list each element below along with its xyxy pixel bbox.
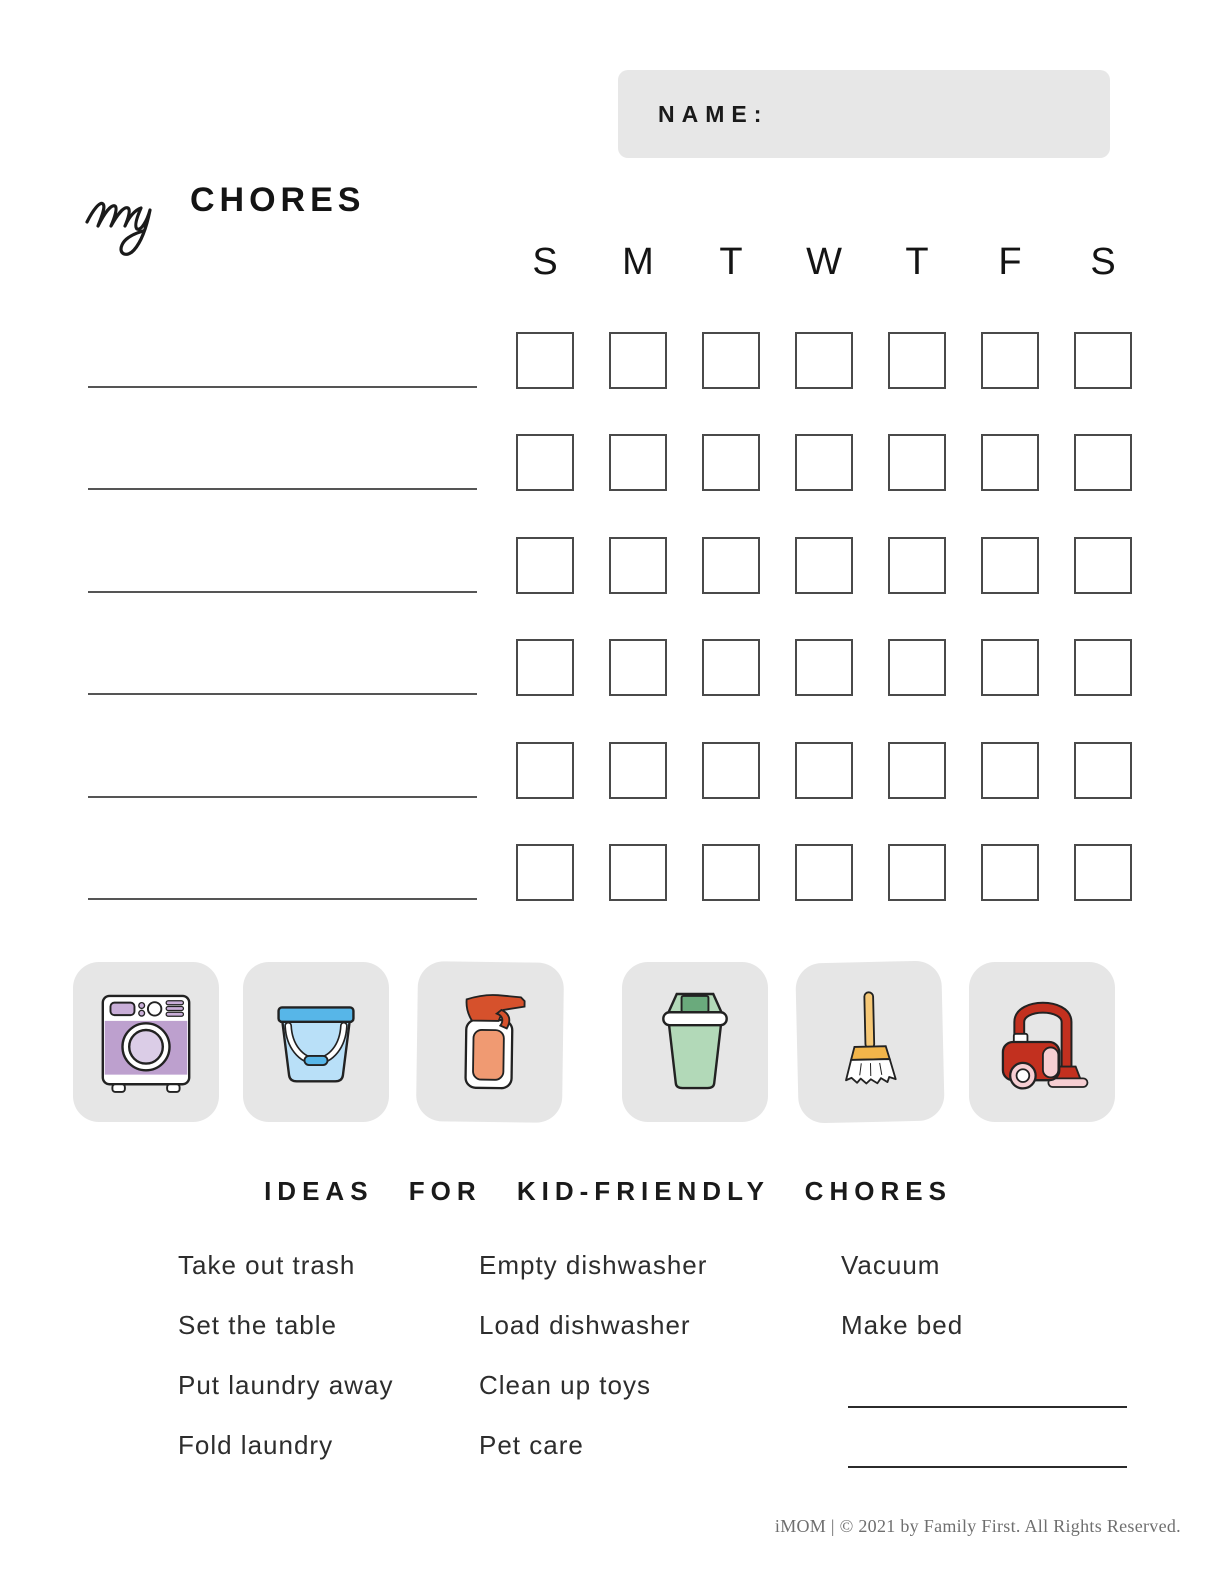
day-checkbox[interactable] bbox=[981, 537, 1039, 594]
day-checkbox[interactable] bbox=[516, 434, 574, 491]
day-checkbox[interactable] bbox=[1074, 639, 1132, 696]
day-label: M bbox=[622, 241, 654, 283]
checkbox-row bbox=[516, 844, 1132, 901]
day-checkbox[interactable] bbox=[516, 742, 574, 799]
broom-tile bbox=[795, 960, 945, 1123]
day-label: S bbox=[532, 241, 558, 283]
checkbox-row bbox=[516, 639, 1132, 696]
day-checkbox[interactable] bbox=[1074, 332, 1132, 389]
trash-can-icon bbox=[647, 986, 743, 1098]
idea-item: Empty dishwasher bbox=[479, 1250, 708, 1280]
checkbox-row bbox=[516, 434, 1132, 491]
spray-bottle-tile bbox=[416, 961, 564, 1123]
chore-name-line[interactable] bbox=[88, 693, 477, 695]
day-checkbox[interactable] bbox=[981, 844, 1039, 901]
checkbox-row bbox=[516, 537, 1132, 594]
day-checkbox[interactable] bbox=[516, 844, 574, 901]
day-checkbox[interactable] bbox=[516, 639, 574, 696]
washing-machine-icon bbox=[98, 986, 194, 1098]
day-label: T bbox=[905, 241, 929, 283]
page-title: CHORES bbox=[190, 181, 366, 219]
day-header-row bbox=[516, 240, 1132, 284]
day-checkbox[interactable] bbox=[1074, 434, 1132, 491]
chore-name-line[interactable] bbox=[88, 898, 477, 900]
day-checkbox[interactable] bbox=[795, 639, 853, 696]
checkbox-row bbox=[516, 332, 1132, 389]
day-checkbox[interactable] bbox=[981, 332, 1039, 389]
chore-name-line[interactable] bbox=[88, 488, 477, 490]
day-checkbox[interactable] bbox=[702, 332, 760, 389]
day-checkbox[interactable] bbox=[516, 332, 574, 389]
ideas-column bbox=[841, 1250, 1127, 1468]
name-label: NAME: bbox=[658, 100, 769, 127]
day-checkbox[interactable] bbox=[609, 332, 667, 389]
day-checkbox[interactable] bbox=[795, 434, 853, 491]
day-checkbox[interactable] bbox=[795, 844, 853, 901]
day-label: F bbox=[998, 241, 1022, 283]
day-checkbox[interactable] bbox=[702, 639, 760, 696]
day-checkbox[interactable] bbox=[888, 639, 946, 696]
day-label: T bbox=[719, 241, 743, 283]
idea-item: Clean up toys bbox=[479, 1370, 651, 1400]
title-script-my bbox=[83, 170, 187, 256]
chore-name-line[interactable] bbox=[88, 591, 477, 593]
day-checkbox[interactable] bbox=[609, 639, 667, 696]
name-box[interactable] bbox=[618, 70, 1110, 158]
day-checkbox[interactable] bbox=[888, 537, 946, 594]
chore-name-line[interactable] bbox=[88, 796, 477, 798]
idea-item: Vacuum bbox=[841, 1250, 941, 1280]
footer-credit: iMOM | © 2021 by Family First. All Rights Reserved. bbox=[774, 1516, 1181, 1536]
ideas-column bbox=[178, 1250, 393, 1490]
day-label: S bbox=[1090, 241, 1116, 283]
day-checkbox[interactable] bbox=[888, 332, 946, 389]
custom-chore-line[interactable] bbox=[848, 1370, 1127, 1408]
vacuum-icon bbox=[992, 986, 1092, 1098]
idea-item: Load dishwasher bbox=[479, 1310, 691, 1340]
day-checkbox[interactable] bbox=[702, 434, 760, 491]
ideas-column bbox=[479, 1250, 707, 1490]
day-checkbox[interactable] bbox=[1074, 537, 1132, 594]
bucket-icon bbox=[268, 986, 364, 1098]
custom-chore-line[interactable] bbox=[848, 1408, 1127, 1468]
idea-item: Put laundry away bbox=[178, 1370, 394, 1400]
day-checkbox[interactable] bbox=[981, 434, 1039, 491]
washing-machine-tile bbox=[73, 962, 219, 1122]
checkbox-row bbox=[516, 742, 1132, 799]
day-checkbox[interactable] bbox=[609, 742, 667, 799]
idea-item: Make bed bbox=[841, 1310, 964, 1340]
day-checkbox[interactable] bbox=[702, 742, 760, 799]
idea-item: Take out trash bbox=[178, 1250, 356, 1280]
trash-can-tile bbox=[622, 962, 768, 1122]
vacuum-tile bbox=[969, 962, 1115, 1122]
spray-bottle-icon bbox=[443, 985, 537, 1098]
day-checkbox[interactable] bbox=[795, 742, 853, 799]
day-checkbox[interactable] bbox=[1074, 742, 1132, 799]
day-checkbox[interactable] bbox=[609, 844, 667, 901]
day-checkbox[interactable] bbox=[795, 332, 853, 389]
broom-icon bbox=[823, 985, 918, 1099]
day-checkbox[interactable] bbox=[888, 742, 946, 799]
day-checkbox[interactable] bbox=[702, 537, 760, 594]
day-checkbox[interactable] bbox=[1074, 844, 1132, 901]
day-label: W bbox=[806, 241, 842, 283]
idea-item: Set the table bbox=[178, 1310, 337, 1340]
idea-item: Fold laundry bbox=[178, 1430, 334, 1460]
day-checkbox[interactable] bbox=[795, 537, 853, 594]
day-checkbox[interactable] bbox=[888, 434, 946, 491]
day-checkbox[interactable] bbox=[888, 844, 946, 901]
bucket-tile bbox=[243, 962, 389, 1122]
ideas-heading: IDEAS FOR KID-FRIENDLY CHORES bbox=[264, 1176, 952, 1206]
day-checkbox[interactable] bbox=[609, 537, 667, 594]
day-checkbox[interactable] bbox=[981, 639, 1039, 696]
title-script-text bbox=[0, 0, 1, 1]
idea-item: Pet care bbox=[479, 1430, 584, 1460]
chore-name-line[interactable] bbox=[88, 386, 477, 388]
day-checkbox[interactable] bbox=[702, 844, 760, 901]
day-checkbox[interactable] bbox=[981, 742, 1039, 799]
day-checkbox[interactable] bbox=[516, 537, 574, 594]
day-checkbox[interactable] bbox=[609, 434, 667, 491]
